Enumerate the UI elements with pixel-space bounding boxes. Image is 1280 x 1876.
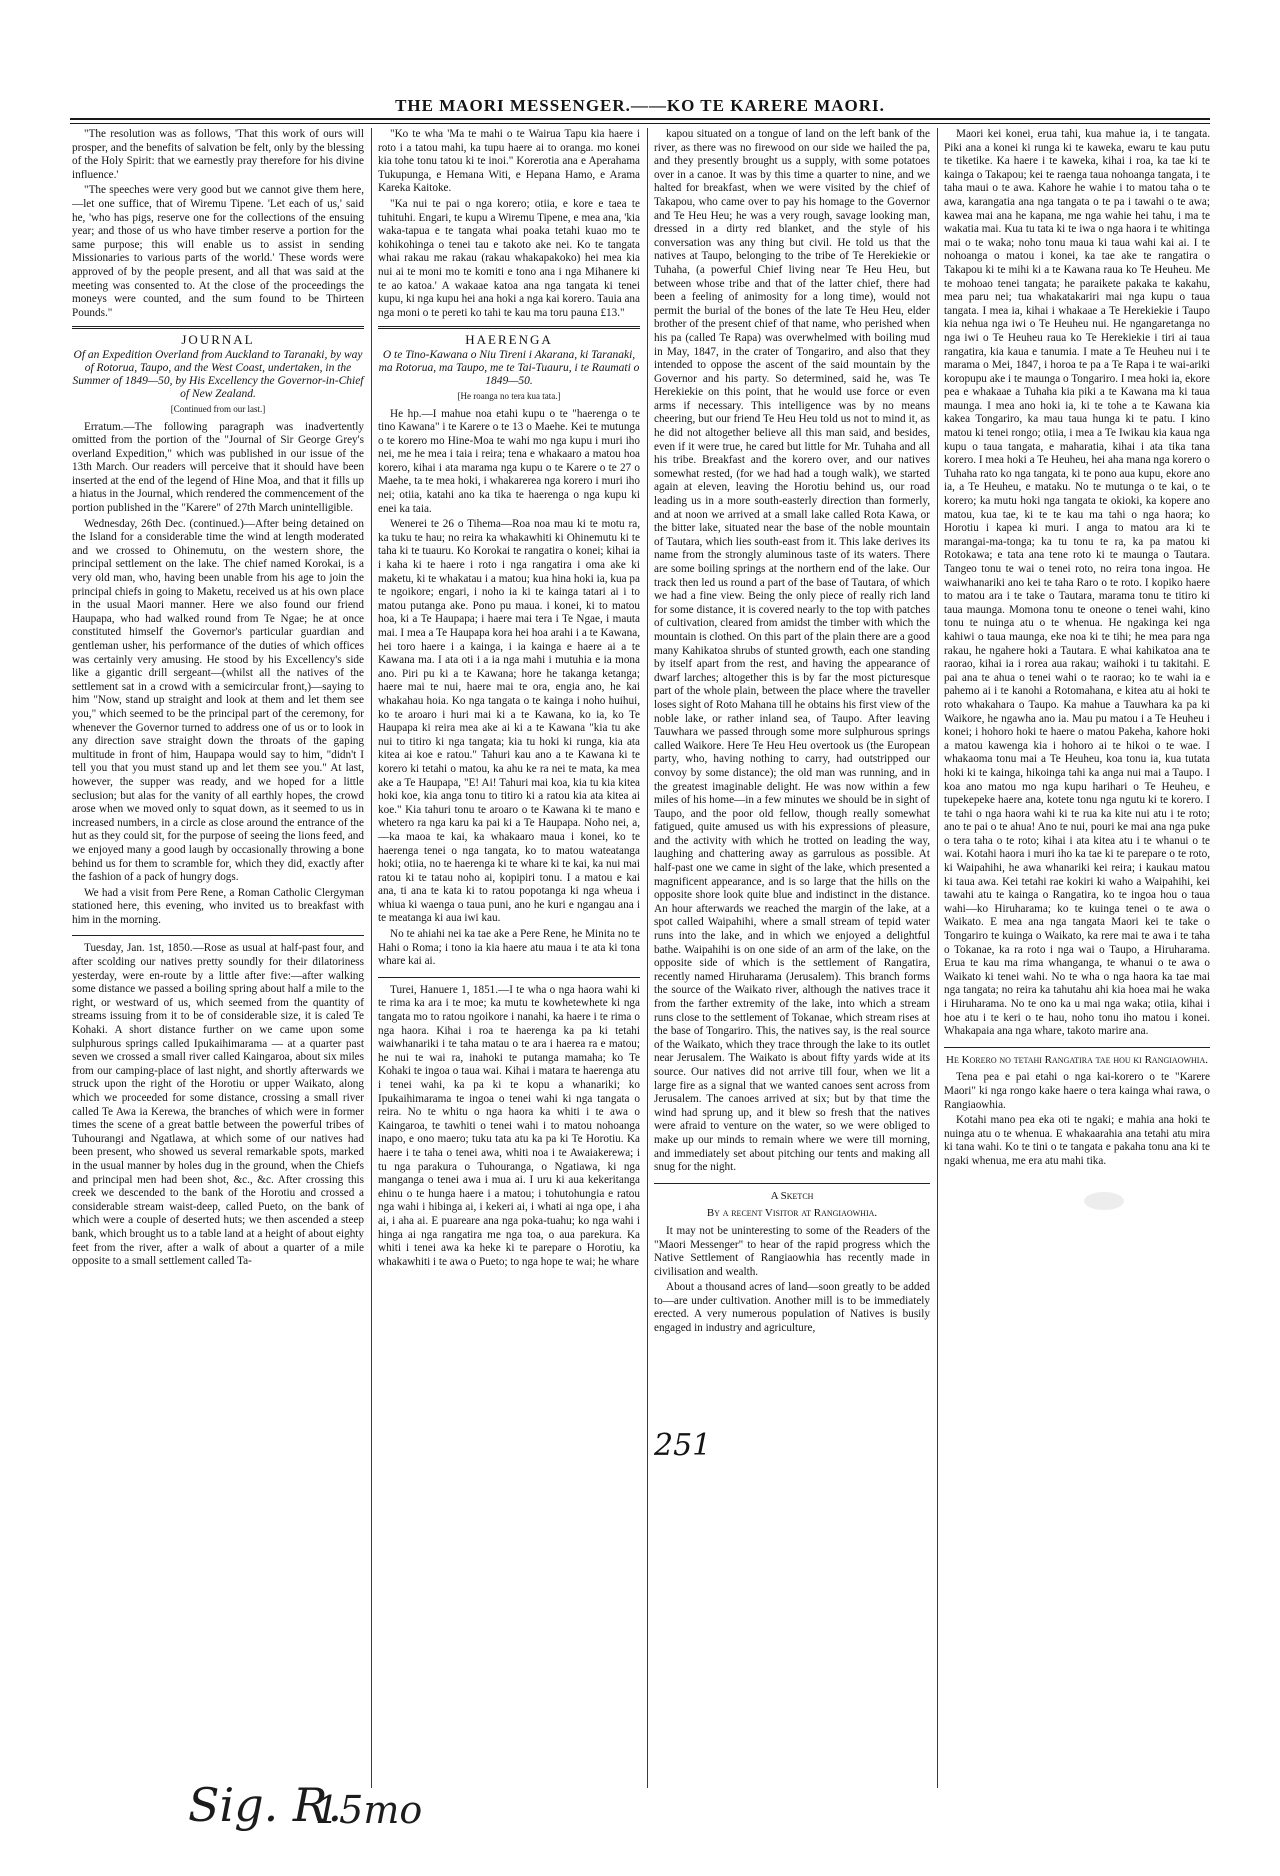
paragraph: Tuesday, Jan. 1st, 1850.—Rose as usual at half-past four, and after scolding our natives pretty soundly for their dilatoriness yesterday, were en-route by a little after five:—after walking some distance we passed a boiling spring about half a mile to the right, or westward of us, which seemed from the quantity of streams issuing from it to be of considerable size, it is caled Te Kohaki. A short distance further on we came upon some sulphurous springs called Ipukaihimarama — at a quarter past seven we crossed a small river called Kaingaroa, about six miles from our camping-place of last night, and shortly afterwards we struck upon the right of the Horotiu or upper Waikato, along which we proceeded for some distance, crossing a small river called Te Awa ia Kerewa, the branches of which were in former times the scene of a great battle between the powerful tribes of Tuhourangi and Ngatlawa, at which some of our natives had been present, who showed us several remarkable spots, marked in the usual manner by holes dug in the ground, when the Chiefs and principal men had been shot, &c., &c. After crossing this creek we descended to the bank of the Horotiu and crossed a considerable stream waist-deep, called Pueto, on the bank of which were a couple of deserted huts; we then ascended a steep bank, which brought us to a table land at a height of about eighty feet from the river, after a walk of about a quarter of a mile opposite to a small settlement called Ta- bbox=[72, 942, 364, 1268]
paragraph: "Ka nui te pai o nga korero; otiia, e kore e taea te tuhituhi. Engari, te kupu a Wiremu Tipene, e mea ana, 'kia waka-tapua e te tangata whai poaka tetahi kuao mo te kohikohinga o tenei tau e takoto ake nei. Ko te tangata whai rakau me rakau (rakau whakapakoko) hei mea kia nui ai te moni mo te komiti e tono ana i nga Mihanere ki te ao katoa.' A wakaae katoa ana nga tangata ki tenei kupu, ki nga kupu hei ana hoki a nga kai korero. Tauia ana nga moni o te pereti ko tahi te kau ma toru pauna £13." bbox=[378, 197, 640, 319]
column-1 bbox=[72, 128, 364, 1271]
paragraph: Wednesday, 26th Dec. (continued.)—After being detained on the Island for a considerable time the wind at length moderated and we crossed to Ohinemutu, on the western shore, the principal settlement on the lake. The chief named Korokai, is a very old man, who, having been unable from his age to join the principal chiefs in going to Maketu, received us at his own place in the usual Maori manner. Here we also found our friend Haupapa, who had walked round from Te Ngae; he at once constituted himself the Governor's particular guardian and gentleman usher, his performance of the duties of which offices was certainly very amusing. He stood by his Excellency's side like a gigantic drill sergeant—(whilst all the natives of the settlement sat in a crowd with a semicircular front,)—saying to him "Now, stand up straight and look at them and let them see you," which seemed to be the principal part of the ceremony, for whenever the Governor turned to address one of us or to look in any direction save straight down the throats of the gaping multitude in front of him, Haupapa would say to him, "didn't I tell you that you must stand up and let them see you." At last, however, the supper was ready, and we hoped for a little seclusion; but alas for the vanity of all earthly hopes, the crowd arose when we moved only to squat down, as it seemed to us in increased numbers, in a circle as close around the entrance of the hut as they could sit, for the purpose of seeing the lions feed, and we enjoyed many a good laugh by occasionally throwing a bone behind us for them to scramble for, which they did, exactly after the fashion of a pack of hungry dogs. bbox=[72, 517, 364, 884]
korero-heading: He Korero no tetahi Rangatira tae hou ki Rangiaowhia. bbox=[946, 1053, 1208, 1066]
paragraph: Maori kei konei, erua tahi, kua mahue ia, i te tangata. Piki ana a konei ki runga ki te kaweka, ewaru te kau putu te tiketike. Ka haere i te kaweka, kihai i roa, ka tae ki te kainga o Takapou; kei te raenga taua nohoanga tangata, i te taha maui o te awa. Kahore he wahie i to matou taha o te awa, karangatia ana nga tangata o te pa i tawahi o te awa; kawea mai ana he kapana, me nga wahie hei tahu, i ma te wakatia mai. Kua tu tata ki te iwa o nga haora i te whitinga mai o te waka; noho tonu maua ki taua wahi kai ai. I te nohoanga o matou i konei, ka tae ake te rangatira o Takapou ki te mihi ki a te Kawana raua ko Te Heuheu. Me te mohoao tenei tangata; he paraikete pakaka te kakahu, mea paru nei; tua whakatakariri mai nga kupu o taua tangata. I mea ia, kihai i whakaae a Te Herekiekie i Taupo kia nehua nga iwi o Te Heuheu nui. He ngangaretanga no nga iwi o Te Heuheu raua ko Te Herekiekie i tiri ai taua rangatira, kia kaua e tanumia. I mate a Te Heuheu nui i te marama o Mei, 1847, i horoa te pa a Te Rapa i te wai-ariki koropupu ake i te maunga o Tongariro. I mea hoki ia, ekore pea e whakaae a Tuhaha kia piki a te Kawana ma ki taua maunga. I mea ano hoki ia, ki te tohe a te Kawana kia kakea Tongariro, ka mau taua hunga ki te patu. I kino matou ki tenei rongo; otiia, i mea a Te Iwikau kia kaua nga kupu o taua tangata, e maharatia, kihai i ata tika tana korero. I mea hoki a Te Heuheu, hei aha mana nga korero o Tuhaha rato ko nga tangata, ki te pono aua kupu, ekore ano ia, a Te Heuheu, e mataku. No te mutunga o te kai, o te korero; ka mutu hoki nga tangata te okioki, ka kopere ano matou, kua tae, ki te te kau ma tahi o nga haora; ko Horotiu i kapea ki muri. I anga to matou ara ki te marangai-ma-tonga; ka tu tonu te ra, ka pa matou ki Rotokawa; e tata ana tene roto ki te maunga o Tautara. Tangeo tonu te wai o tenei roto, no reira tona ingoa. He waiwhanariki ano kei te taha Raro o te roto. I kopiko haere to matou ara i te take o Tautara, marama tonu te titiro ki taua maunga. Momona tonu te oneone o tenei wahi, kino tonu te nuinga atu o te whenua. He ngakinga kei nga kahiwi o taua maunga, eke noa ki te tihi; he mea para nga rakau, he ngahere hoki a Tautara. E whai kahikatoa ana te raorao, kihai ia i rorea aua rakau; waihoki i tu takitahi. E pai ana te ahua o tenei wahi o te raorao; ko te wahi ia e pahemo ai i te kanohi a Rotomahana, e kitea atu ai hoki te roto whakahara o Taupo. Ka mahue a Tauwhara ka pa ki Waikore, he ngawha ano ia. Mau pu matou i a Te Heuheu i konei; i hohoro hoki te haere o matou Pakeha, kahore hoki a matou kawenga kia i hohoro ai te hikoi o te wae. I whakaoma tonu mai a Te Heuheu, koa tonu ia, kua tutata hoki ki te kainga, hikoinga tahi ka anga nui mai a Taupo. I koa ano matou mo nga kupu harihari o Te Heuheu, e tupekepeke haere ana, kotete tonu nga ngutu ki te korero. I te tahi o nga haora wahi ki te rua ka kite nui atu i te roto; ano te pai o te ahua! Ano te nui, pouri ke mai ana nga puke o tera taha o te roto; kihai i ata kitea atu i te whanui o te wai. Kotahi haora i muri iho ka tae ki te parepare o te roto, ki Waipahihi, he awa whanariki kei reira; i kaukau matou ki taua awa. Kei tetahi rae kokiri ki waho a Waipahihi, kei tawahi atu te kainga o Rangatira, ko te ingoa hou o taua wahi—ko Hiruharama; ko te kuinga tenei o te awa o Waikato. E mea ana nga tangata Maori kei te take o Tongariro te kuinga o Waikato, ka rere mai te awa i te taha o Tokanae, ka ra roto i nga wai o Taupo, a Hiruharama. Erua te kau ma rima whanganga, te whanui o te awa o Waikato ki tenei wahi. No te wha o nga haora ka tae mai nga tangata; no reira ka tahutahu ahi kia hoea mai he waka i Hiruharama. No te ono ka u mai nga waka; otiia, kihai i hoe atu i te keri o te hau, noho tonu iho matou i konei. Whakapaia ana nga whare, takoto marire ana. bbox=[944, 128, 1210, 1038]
sketch-title: A Sketch bbox=[770, 1189, 814, 1202]
paragraph: Turei, Hanuere 1, 1851.—I te wha o nga haora wahi ki te rima ka ara i te moe; ka mutu te kowhetewhete ki nga tangata mo to ratou ngoikore i nanahi, ka haere i te rima o nga haora. Kihai i roa te haerenga ka pa ki tetahi waiwhanariki i te taha matau o te ara i haerea ra e matou; he nui te wai ra, inahoki te putanga mamaha; ko Te Kohaki te ingoa o taua wai. Kihai i matara te haerenga atu i tenei wahi, ka pa ki te kopu a whanariki; ko Ipukaihimarama te ingoa o tenei wahi ki nga tangata o reira. No te whitu o nga haora ka whiti i te awa o Kaingaroa, te tawhiti o tenei wahi i to matou nohoanga inapo, e ono maero; tuku tata atu ka pa ki Te Horotiu. Ka haere i te taha o tenei awa, whiti noa i te Awaiakerewa; i tu nga parakura o Tuhourangа, o Ngatiawa, ki nga manganga o tenei awa i mua ai. I uru ki aua kekeritanga ehinu o te hunga haere i a matou; i tohutohungia e ratou nga wahi i hibinga ai, i kekeri ai, i whati ai nga ope, i aha ai, i aha ai. E puareare ana nga poka-tuahu; ko nga wahi i hinga ai nga rangatira me nga toa, o aua parekura. Ka whiti i tenei awa ka heke ki te parepare o Horotiu, ka whakawhiti i te awa o Pueto; to nga hope te wai; he whare bbox=[378, 983, 640, 1268]
sketch-subtitle: By a recent Visitor at Rangiaowhia. bbox=[706, 1207, 878, 1220]
journal-heading: JOURNAL bbox=[72, 326, 364, 347]
separator bbox=[378, 977, 640, 978]
handwritten-page-number: 251 bbox=[654, 1428, 712, 1463]
column-2 bbox=[378, 128, 640, 1271]
column-rule bbox=[647, 128, 648, 1788]
handwritten-signature: 15mo bbox=[315, 1788, 423, 1832]
handwritten-signature: Sig. R. bbox=[188, 1778, 343, 1832]
paper-stain bbox=[1084, 1192, 1124, 1210]
column-rule bbox=[937, 128, 938, 1788]
paragraph: Kotahi mano pea eka oti te ngaki; e mahia ana hoki te nuinga atu o te whenua. E whakaarahia ana tetahi atu mira ki tana wahi. Ko te tini o te tangata e pakaha tonu ana ki te ngaki whenua, me era atu mahi tika. bbox=[944, 1114, 1210, 1167]
column-3 bbox=[654, 128, 930, 1338]
paragraph: "The resolution was as follows, 'That this work of ours will prosper, and the benefits of salvation be felt, only by the blessing of the Holy Spirit: that we earnestly pray therefore for his divine influence.' bbox=[72, 128, 364, 181]
paragraph: kapou situated on a tongue of land on the left bank of the river, as there was no firewood on our side we hailed the pa, and they presently brought us a supply, with some potatoes over in a canoe. It was by this time a quarter to nine, and we halted for breakfast, when we were visited by the chief of Takapou, who came over to pay his homage to the Governor and Te Heu Heu; he was a very rough, savage looking man, dressed in a dirty red blanket, and the style of his conversation was any thing but civil. He told us that the natives at Taupo, belonging to the tribe of Te Herekiekie or Tuhaha, (a powerful Chief living near Te Heu Heu, but between whose tribe and that of the latter chief, there had been a feeling of animosity for a long time), would not permit the burial of the bones of the late Te Heu Heu, elder brother of the present chief of that name, who perished when his pa (called Te Rapa) was overwhelmed with boiling mud in May, 1847, in the crater of Tongariro, and also that they intended to oppose the ascent of the said mountain by the Governor and his party. So determined, said he, was Te Herekiekie on this point, that he would use force or even arms if necessary. This intelligence was by no means cheering, but our friend Te Heu Heu told us not to mind it, as he did not altogether believe all this man said, and besides, even if it were true, he cared but little for Mr. Tuhaha and all his tribe. Breakfast and the korero over, and our natives somewhat rested, (for we had had a tough walk), we started again at eleven, leaving the Horotiu behind us, our road leading us in a more south-easterly direction than formerly, and at noon we arrived at a small lake called Rota Kawa, or the bitter lake, situated near the base of the noble mountain of Tautara, which lies south-east from it. This lake derives its name from the strongly aluminous taste of its waters. There are some boiling springs at the northern end of the lake. Our track then led us round a part of the base of Tautara, of which we had a fine view. Being the only piece of really rich land for some distance, it is covered nearly to the top with patches of cultivation, cleared from amidst the timber with which the mountain is clothed. On this part of the plain there are a good many Kahikatoa shrubs of stunted growth, each one standing by itself apart from the rest, and having the appearance of dwarf larches; altogether this is by far the most picturesque part of the whole plain, between the place where the traveller loses sight of Roto Mahana till he obtains his first view of the noble lake, or rather inland sea, of Taupo. After leaving Tauwhara we passed through some more sulphurous springs called Waikore. Here Te Heu Heu overtook us (the European party, who, having nothing to carry, had outstripped our convoy by some distance); the old man was running, and in the greatest imaginable delight. He was now within a few miles of his home—in a few minutes we should be in sight of Taupo, and the poor old fellow, though really somewhat fatigued, quite amused us with his expressions of pleasure, and the activity with which he trotted on leading the way, laughing and chattering away as garrulous as possible. At half-past one we came in sight of the lake, which presented a magnificent appearance, and is so large that the hills on the opposite shore look quite blue and indistinct in the distance. An hour afterwards we reached the margin of the lake, at a spot called Waipahihi, where a small stream of tepid water runs into the lake, and in which we enjoyed a delightful bathe. Waipahihi is on one side of an arm of the lake, on the opposite side of which is the settlement of Rangatira, recently named Hiruharama (Jerusalem). This branch forms the source of the Waikato river, although the natives trace it from the farther extremity of the lake, into which a stream runs close to the settlement of Tokanae, which stream rises at the base of Tongariro. This, the natives say, is the real source of the Waikato, which they trace through the lake to its outlet near Jerusalem. The Waikato is about fifty yards wide at its source. Our natives did not arrive till four, when we lit a large fire as a signal that we wanted canoes sent across from Jerusalem. The canoes arrived at six; but by that time the wind had sprung up, and it blew so fresh that the natives were afraid to venture on the water, so we were obliged to make up our minds to remain where we were till morning, and immediately set about pitching our tents and making all snug for the night. bbox=[654, 128, 930, 1174]
separator bbox=[72, 935, 364, 936]
haerenga-subtitle: O te Tino-Kawana o Niu Tireni i Akarana, ki Taranaki, ma Rotorua, ma Taupo, me te Tai-Tuauru, i te Raumati o 1849—50. bbox=[378, 348, 640, 387]
masthead-rule bbox=[70, 118, 1210, 124]
paragraph: No te ahiahi nei ka tae ake a Pere Rene, he Minita no te Hahi o Roma; i tono ia kia haere atu maua i te ata ki tona whare kai ai. bbox=[378, 928, 640, 968]
paragraph: Erratum.—The following paragraph was inadvertently omitted from the portion of the "Journal of Sir George Grey's overland Expedition," which was published in our issue of the 13th March. Our readers will perceive that it should have been inserted at the end of the legend of Hine Moa, and that it fills up a hiatus in the Journal, which rendered the commencement of the portion published in the "Karere" of 27th March unintelligible. bbox=[72, 420, 364, 515]
paragraph: Tena pea e pai etahi o nga kai-korero o te "Karere Maori" ki nga rongo kake haere o tera kainga whai rawa, o Rangiaowhia. bbox=[944, 1071, 1210, 1111]
paragraph: Wenerei te 26 o Tihema—Roa noa mau ki te motu ra, ka tuku te hau; no reira ka whakawhiti ki Ohinemutu ki te taha ki te tuauru. Ko Korokai te rangatira o konei; kihai ia i kaha ki te haere i roto i nga rangatira i oma ake ki maketu, ki te whakatau i a matou; kua hina hoki ia, kua pa te ngoikore; engari, i noho ia ki te kainga tatari ai i to matou putanga ake. Pono pu maua. i konei, ki to matou hoa, ki a Te Haupapa; i haere mai tera i Te Ngae, i mauta mai. I mea a Te Haupapa kora hei hoa arahi i a te Kawana, hei toro haere i a kainga, i ia kainga e haere ai a te Kawana ma. I ata oti i a ia nga mahi i mutuhia e ia mona ano. Piri pu ki a te Kawana; hore he takanga ketanga; haere mai te nui, haere mai te ora, engia ano, he kai whakahau hoia. Ko nga tangata o te kainga i noho huihui, ko te aroaro i huri mai ki a te Kawana, ko ia, ko Te Haupapa ki reira mea ake ai ki a te Kawana "kia tu ake nui to titiro ki nga tangata; kia tu hoki ki runga, kia ata kitea ai koe e ratou." Tahuri kau ano a te Kawana ki te korero ki tetahi o matou, ka ahu ke ra nei te mata, ka mea ake a Te Haupapa, "E! Ai! Tahuri mai koa, kia tu kia kitea hoki koe, kia anga tonu to titiro ki a ratou kia ata kitea ai koe." Kia tahuri tonu te aroaro o te Kawana ki te mano e whetero ra nga karu ka pai ki a Te Haupapa. Noho nei, a,—ka maoa te kai, ka whakaaro maua i konei, ko te haerenga tenei o nga tangata, ko to matou wateatanga hoki; otiia, no te haerenga ki te whare ki te kai, ka nui mai ratou ki te tatau noho ai, kopipiri tonu. I a matou e kai ana, ti ana te kata ki to ratou popotanga ki nga wheua i whiua ki waenga o taua puni, ano he kuri e ngangau ana i te meatanga ki aua iwi kau. bbox=[378, 518, 640, 925]
paragraph: He hp.—I mahue noa etahi kupu o te "haerenga o te tino Kawana" i te Karere o te 13 o Maehe. Kei te mutunga o te korero mo Hine-Moa te wahi mo nga kupu i muri iho nei, me he mea i taia i reira; tena e whakaaro a matou hoa korero, kihai i ata marama nga kupu o te Karere o te 27 o Maehe, ta te mea hoki, i whakarerea nga korero i muri iho nei; otiia, katahi ano ka tika te haerenga o nga kupu ki enei ka taia. bbox=[378, 407, 640, 515]
paragraph: About a thousand acres of land—soon greatly to be added to—are under cultivation. Another mill is to be immediately erected. A very numerous population of Natives is busily engaged in industry and agriculture, bbox=[654, 1281, 930, 1335]
separator bbox=[654, 1183, 930, 1184]
column-rule bbox=[371, 128, 372, 1788]
journal-subtitle: Of an Expedition Overland from Auckland to Taranaki, by way of Rotorua, Taupo, and the West Coast, undertaken, in the Summer of 1849—50, by His Excellency the Governor-in-Chief of New Zealand. bbox=[72, 348, 364, 400]
continued-note: [Continued from our last.] bbox=[170, 403, 266, 414]
paragraph: "The speeches were very good but we cannot give them here,—let one suffice, that of Wiremu Tipene. 'Let each of us,' said he, 'who has pigs, reserve one for the collections of the ensuing year; and those of us who have timber reserve a portion for the same purpose; this will enable us to assist in sending Missionaries to various parts of the world.' These words were approved of by the people present, and all that was said at the meeting was consented to. At the close of the proceedings the moneys were counted, and the sum found to be Thirteen Pounds." bbox=[72, 184, 364, 319]
paragraph: "Ko te wha 'Ma te mahi o te Wairua Tapu kia haere i roto i a tatou mahi, ka tupu haere ai to oranga. mo konei kia tohe tonu tatou ki te inoi." Korerotia ana e Aperahama Tukupunga, e Hemana Witi, e Hepana Hamo, e Arama Kareka Kaitoke. bbox=[378, 128, 640, 195]
masthead: THE MAORI MESSENGER.——KO TE KARERE MAORI. bbox=[395, 96, 885, 115]
separator bbox=[944, 1047, 1210, 1048]
paragraph: We had a visit from Pere Rene, a Roman Catholic Clergyman stationed here, this evening, who invited us to breakfast with him in the morning. bbox=[72, 886, 364, 926]
haerenga-heading: HAERENGA bbox=[378, 326, 640, 347]
column-4 bbox=[944, 128, 1210, 1171]
continued-note: [He roanga no tera kua tata.] bbox=[457, 390, 561, 401]
paragraph: It may not be uninteresting to some of the Readers of the "Maori Messenger" to hear of the rapid progress which the Native Settlement of Rangiaowhia has recently made in civilisation and wealth. bbox=[654, 1224, 930, 1278]
